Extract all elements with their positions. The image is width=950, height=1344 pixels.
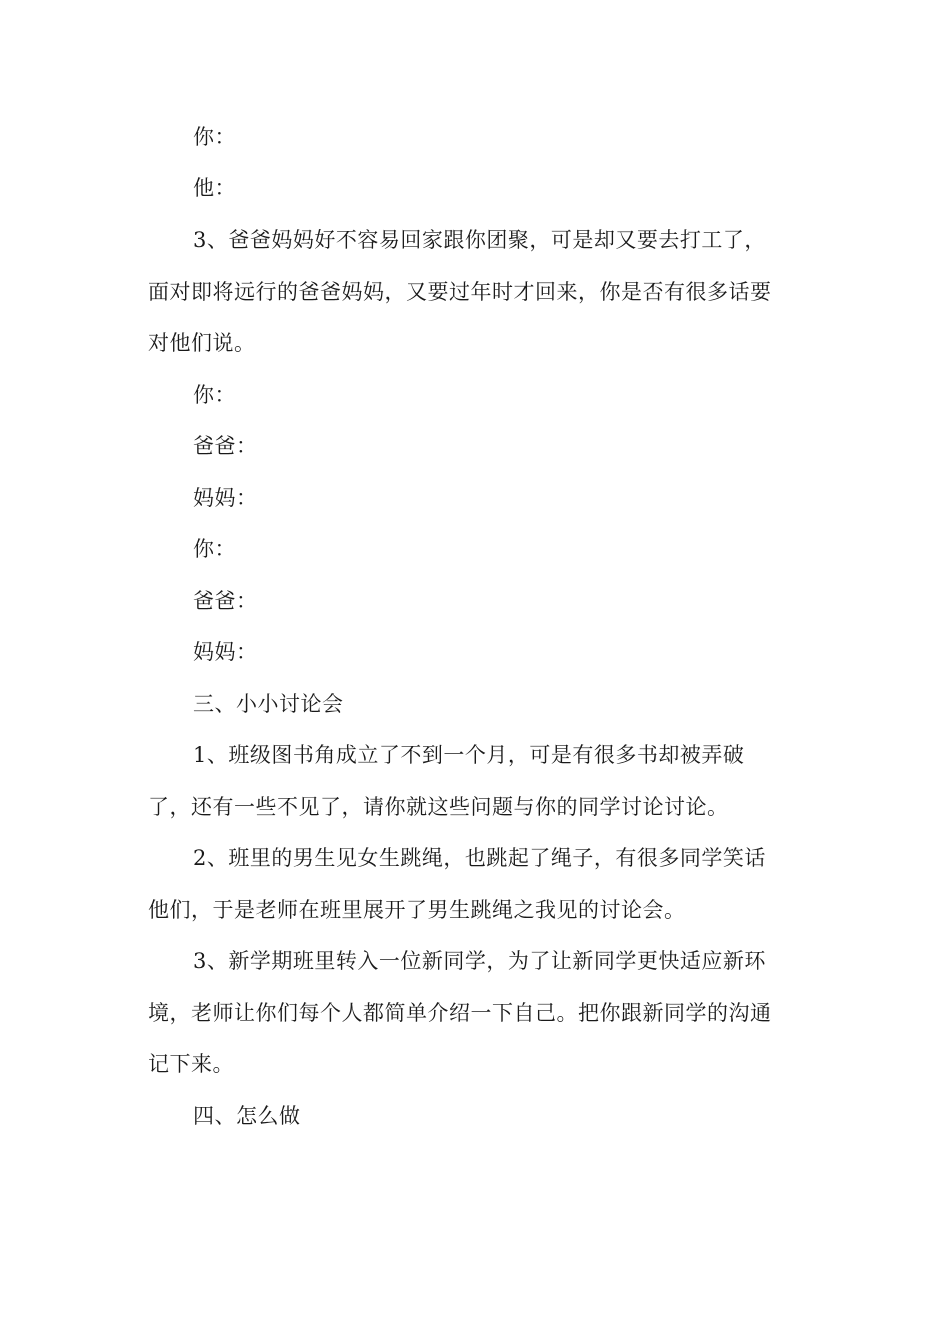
question-3-line-3: 对他们说。 <box>148 331 256 355</box>
dialogue-label-you: 你： <box>193 383 236 407</box>
question-3-line-1: 3、爸爸妈妈好不容易回家跟你团聚，可是却又要去打工了， <box>193 228 766 252</box>
discussion-item-1-line-1: 1、班级图书角成立了不到一个月，可是有很多书却被弄破 <box>193 743 745 767</box>
dialogue-label-him: 他： <box>193 176 236 200</box>
discussion-item-2-line-1: 2、班里的男生见女生跳绳，也跳起了绳子，有很多同学笑话 <box>193 846 766 870</box>
section-heading-4: 四、怎么做 <box>193 1104 301 1128</box>
dialogue-label-dad: 爸爸： <box>193 434 258 458</box>
dialogue-label-dad: 爸爸： <box>193 589 258 613</box>
dialogue-label-mom: 妈妈： <box>193 640 258 664</box>
dialogue-label-mom: 妈妈： <box>193 486 258 510</box>
section-heading-3: 三、小小讨论会 <box>193 692 344 716</box>
discussion-item-3-line-2: 境，老师让你们每个人都简单介绍一下自己。把你跟新同学的沟通 <box>148 1001 772 1025</box>
discussion-item-3-line-1: 3、新学期班里转入一位新同学，为了让新同学更快适应新环 <box>193 949 766 973</box>
discussion-item-1-line-2: 了，还有一些不见了，请你就这些问题与你的同学讨论讨论。 <box>148 795 729 819</box>
dialogue-label-you: 你： <box>193 125 236 149</box>
dialogue-label-you: 你： <box>193 537 236 561</box>
question-3-line-2: 面对即将远行的爸爸妈妈，又要过年时才回来，你是否有很多话要 <box>148 280 772 304</box>
discussion-item-2-line-2: 他们，于是老师在班里展开了男生跳绳之我见的讨论会。 <box>148 898 686 922</box>
discussion-item-3-line-3: 记下来。 <box>148 1052 234 1076</box>
